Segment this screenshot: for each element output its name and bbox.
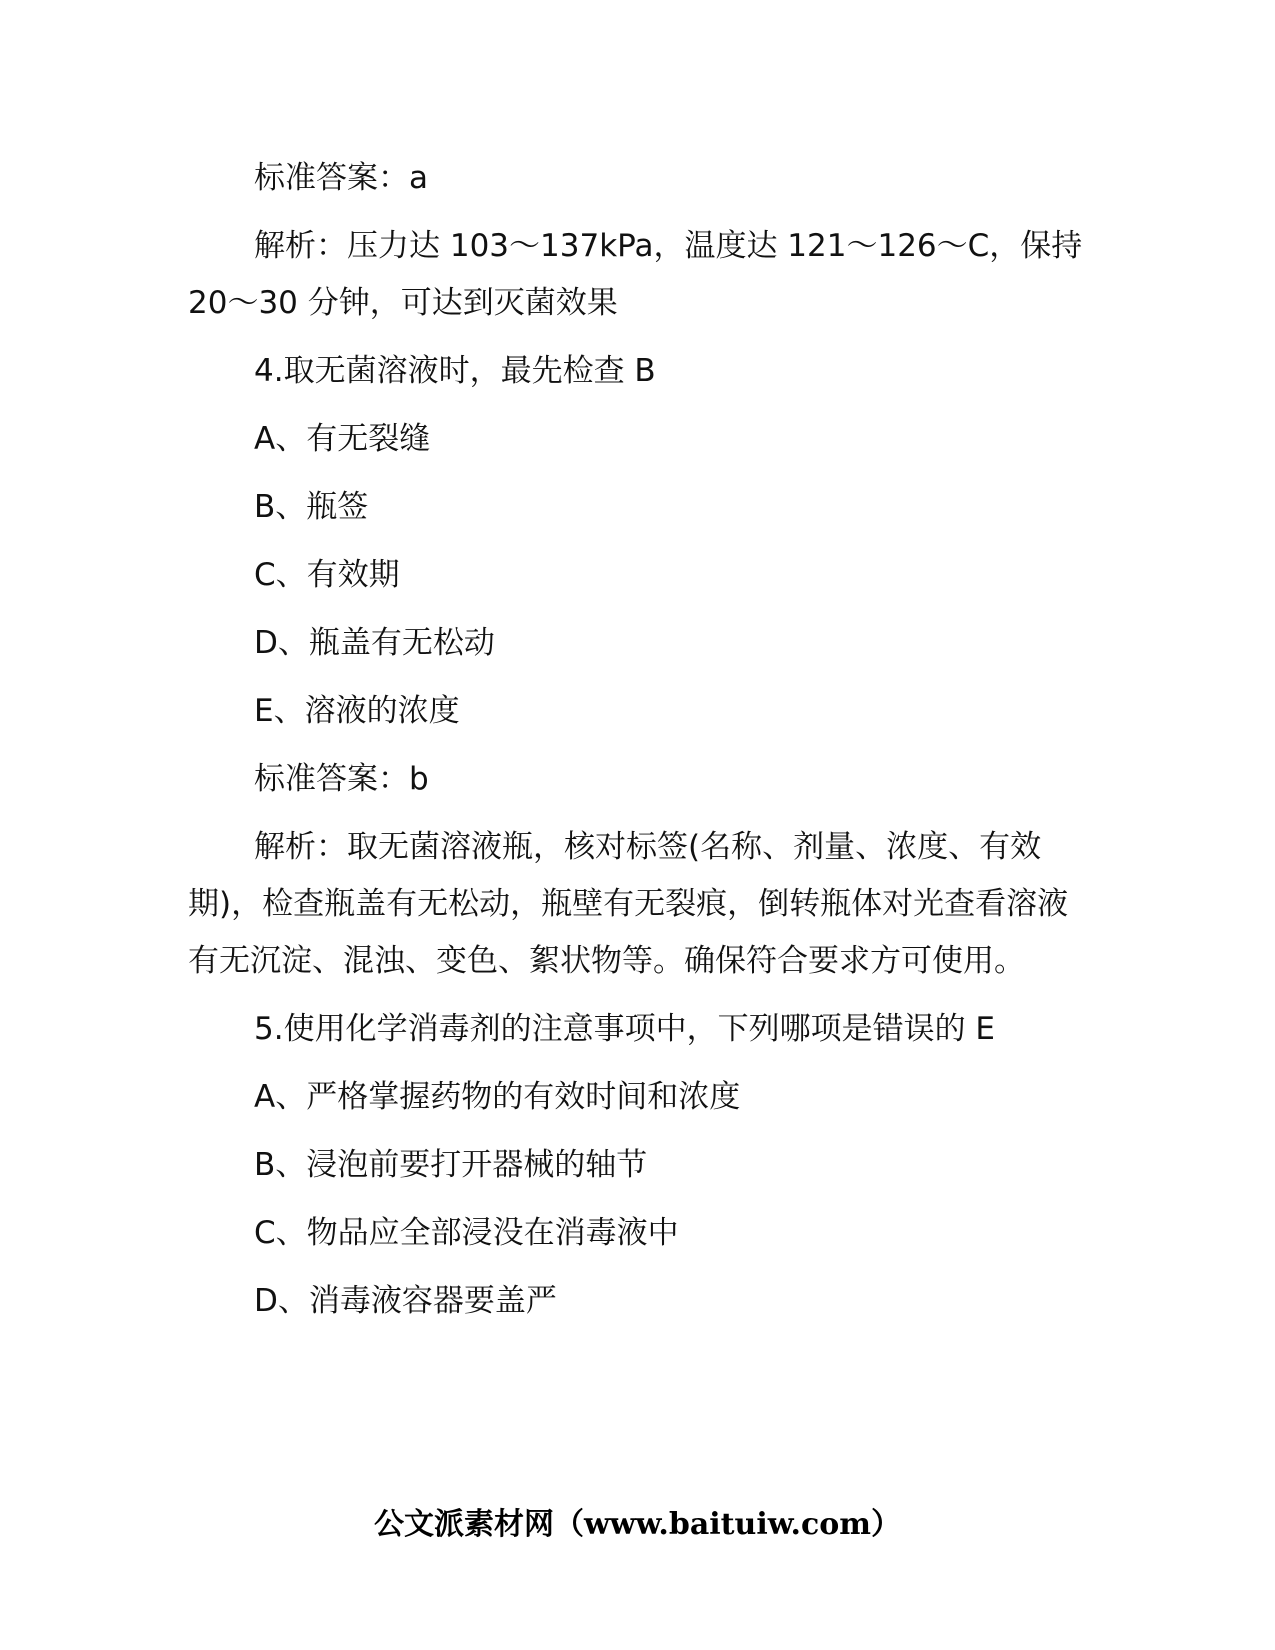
option-q4-e: E、溶液的浓度 bbox=[254, 693, 460, 729]
option-q4-a: A、有无裂缝 bbox=[254, 421, 431, 457]
page-footer-watermark: 公文派素材网（www.baituiw.com） bbox=[373, 1507, 902, 1542]
option-q5-a: A、严格掌握药物的有效时间和浓度 bbox=[254, 1079, 741, 1115]
option-q5-c: C、物品应全部浸没在消毒液中 bbox=[254, 1215, 679, 1251]
option-q5-b: B、浸泡前要打开器械的轴节 bbox=[254, 1147, 648, 1183]
option-q4-c: C、有效期 bbox=[254, 557, 400, 593]
document-body bbox=[188, 150, 1088, 1341]
question-5: 5.使用化学消毒剂的注意事项中，下列哪项是错误的 E bbox=[254, 1011, 996, 1047]
option-q5-d: D、消毒液容器要盖严 bbox=[254, 1283, 557, 1319]
option-q4-d: D、瓶盖有无松动 bbox=[254, 625, 495, 661]
explanation-q4: 解析：取无菌溶液瓶，核对标签(名称、剂量、浓度、有效期)，检查瓶盖有无松动，瓶壁有无裂痕，倒转瓶体对光查看溶液有无沉淀、混浊、变色、絮状物等。确保符合要求方可使用。 bbox=[188, 829, 1069, 979]
answer-line-q3: 标准答案：a bbox=[254, 160, 428, 196]
question-4: 4.取无菌溶液时，最先检查 B bbox=[254, 353, 656, 389]
explanation-q3: 解析：压力达 103～137kPa，温度达 121～126～C，保持 20～30 分钟，可达到灭菌效果 bbox=[188, 228, 1083, 321]
option-q4-b: B、瓶签 bbox=[254, 489, 369, 525]
answer-line-q4: 标准答案：b bbox=[254, 761, 429, 797]
